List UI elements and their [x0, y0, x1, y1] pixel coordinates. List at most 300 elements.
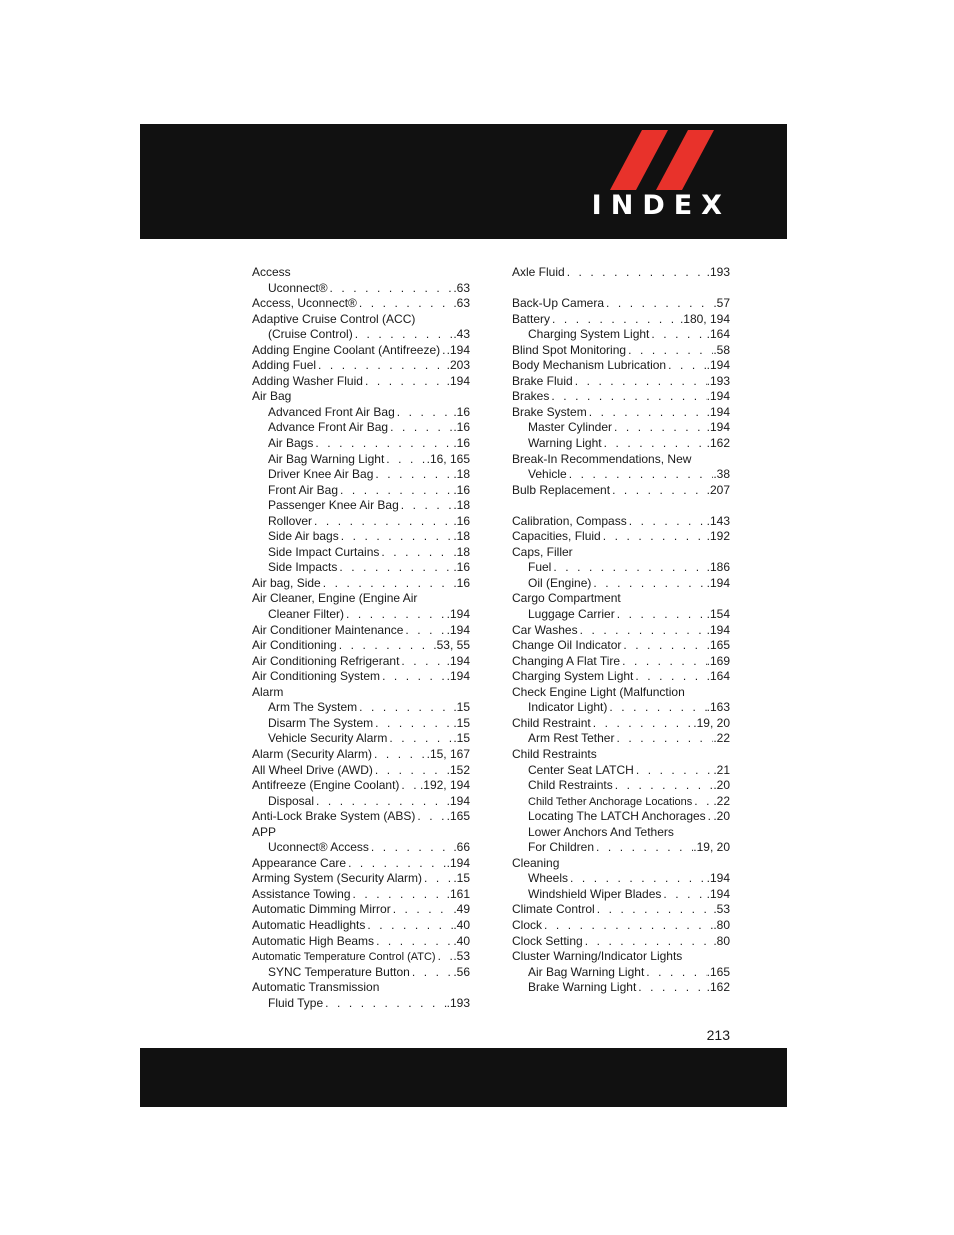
dot-leader: [626, 343, 713, 359]
entry-term: Air Conditioning Refrigerant: [252, 653, 400, 668]
index-entry: [512, 747, 730, 763]
entry-page-ref: .143: [706, 513, 730, 528]
entry-term: Brake Fluid: [512, 373, 573, 388]
index-entry: [252, 949, 470, 965]
index-column-left: [252, 265, 470, 1011]
dot-leader: [615, 607, 707, 623]
dot-leader: [706, 809, 714, 825]
dot-leader: [610, 483, 707, 499]
entry-page-ref: .53: [713, 902, 730, 917]
entry-term: Antifreeze (Engine Coolant): [252, 778, 400, 793]
entry-term: Back-Up Camera: [512, 296, 605, 311]
index-subentry: [252, 498, 470, 514]
index-subentry: [252, 405, 470, 421]
entry-term: Brake System: [512, 404, 587, 419]
entry-term: Child Restraint: [512, 715, 591, 730]
index-entry: [512, 483, 730, 499]
dot-leader: [620, 654, 707, 670]
index-entry: [512, 343, 730, 359]
dot-leader: [372, 747, 427, 763]
index-entry: [252, 763, 470, 779]
entry-term: Side Air bags: [268, 529, 339, 544]
dot-leader: [373, 716, 453, 732]
entry-term: Adding Engine Coolant (Antifreeze): [252, 342, 441, 357]
index-entry: [252, 825, 470, 841]
dot-leader: [391, 902, 454, 918]
entry-page-ref: .194: [706, 886, 730, 901]
entry-page-ref: .165: [706, 964, 730, 979]
dot-leader: [551, 560, 706, 576]
entry-page-ref: .80: [713, 933, 730, 948]
index-entry: [512, 389, 730, 405]
index-entry: [512, 638, 730, 654]
index-entry: [252, 980, 470, 996]
entry-term: Arming System (Security Alarm): [252, 871, 423, 886]
entry-page-ref: .194: [446, 793, 470, 808]
entry-page-ref: .192: [706, 529, 730, 544]
entry-term: Front Air Bag: [268, 482, 339, 497]
dot-leader: [565, 265, 707, 281]
entry-term: (Cruise Control): [268, 327, 353, 342]
entry-term: Arm Rest Tether: [528, 731, 615, 746]
dot-leader: [344, 607, 447, 623]
index-subentry: [252, 731, 470, 747]
dot-leader: [578, 623, 707, 639]
dot-leader: [633, 669, 706, 685]
dot-leader: [591, 576, 706, 592]
index-subentry: [512, 763, 730, 779]
index-entry: [252, 902, 470, 918]
entry-term: Automatic Transmission: [252, 980, 380, 995]
entry-page-ref: .169: [706, 653, 730, 668]
entry-page-ref: .16, 165: [426, 451, 470, 466]
entry-page-ref: .80: [713, 917, 730, 932]
entry-page-ref: .19, 20: [693, 840, 730, 855]
index-subentry: [252, 700, 470, 716]
dot-leader: [337, 560, 453, 576]
index-entry: [512, 623, 730, 639]
entry-page-ref: .49: [453, 902, 470, 917]
entry-term: Bulb Replacement: [512, 482, 611, 497]
index-entry: [512, 312, 730, 328]
index-entry: [512, 934, 730, 950]
index-entry: [252, 918, 470, 934]
index-subentry: [252, 452, 470, 468]
entry-page-ref: .63: [453, 280, 470, 295]
header-bar: [140, 124, 787, 239]
dot-leader: [353, 327, 454, 343]
entry-page-ref: .164: [706, 327, 730, 342]
dot-leader: [634, 763, 713, 779]
entry-page-ref: .203: [446, 358, 470, 373]
entry-term: Side Impacts: [268, 560, 338, 575]
entry-term: Wheels: [528, 871, 569, 886]
index-subentry: [512, 778, 730, 794]
entry-term: Air Bag Warning Light: [528, 964, 645, 979]
entry-term: Warning Light: [528, 436, 602, 451]
entry-page-ref: .16: [453, 482, 470, 497]
entry-term: Automatic Temperature Control (ATC): [252, 951, 436, 964]
dot-leader: [649, 327, 706, 343]
entry-page-ref: .163: [706, 700, 730, 715]
index-subentry: [512, 420, 730, 436]
index-subentry: [252, 840, 470, 856]
entry-term: Access: [252, 265, 291, 279]
entry-term: Battery: [512, 311, 551, 326]
index-subentry: [512, 467, 730, 483]
dot-leader: [351, 887, 447, 903]
dot-leader: [583, 934, 714, 950]
index-subentry: [512, 327, 730, 343]
entry-page-ref: .21: [713, 762, 730, 777]
index-entry: [252, 343, 470, 359]
entry-term: Arm The System: [268, 700, 358, 715]
entry-term: Center Seat LATCH: [528, 762, 634, 777]
entry-page-ref: .40: [453, 917, 470, 932]
index-subentry: [252, 327, 470, 343]
entry-page-ref: .194: [706, 622, 730, 637]
dot-leader: [607, 700, 706, 716]
entry-page-ref: .162: [706, 436, 730, 451]
index-subentry: [252, 560, 470, 576]
entry-page-ref: .194: [446, 622, 470, 637]
entry-term: Air Bag Warning Light: [268, 451, 385, 466]
index-entry: [512, 669, 730, 685]
index-entry: [512, 856, 730, 872]
entry-page-ref: .194: [706, 871, 730, 886]
entry-term: Cargo Compartment: [512, 591, 621, 606]
entry-page-ref: .165: [446, 809, 470, 824]
entry-term: Body Mechanism Lubrication: [512, 358, 667, 373]
index-subentry: [512, 871, 730, 887]
entry-term: Break-In Recommendations, New: [512, 451, 692, 466]
red-stripes-logo: [610, 130, 730, 190]
entry-page-ref: .165: [706, 638, 730, 653]
dot-leader: [436, 949, 454, 965]
index-entry: [252, 934, 470, 950]
entry-term: Calibration, Compass: [512, 513, 627, 528]
dot-leader: [636, 980, 706, 996]
entry-term: Blind Spot Monitoring: [512, 342, 627, 357]
entry-term: Air bag, Side: [252, 575, 321, 590]
dot-leader: [313, 436, 453, 452]
index-subentry: [512, 576, 730, 592]
entry-page-ref: .194: [446, 653, 470, 668]
index-entry: [252, 638, 470, 654]
entry-term: Fluid Type: [268, 995, 324, 1010]
entry-page-ref: .18: [453, 544, 470, 559]
dot-leader: [369, 840, 453, 856]
entry-page-ref: .161: [446, 886, 470, 901]
entry-term: Air Bag: [252, 389, 292, 404]
index-subentry: [512, 700, 730, 716]
dot-leader: [380, 669, 447, 685]
index-subentry: [512, 607, 730, 623]
index-entry: [252, 669, 470, 685]
index-subentry: [512, 825, 730, 841]
index-entry: [252, 856, 470, 872]
dot-leader: [357, 296, 453, 312]
index-entry: [252, 312, 470, 328]
entry-page-ref: .53: [453, 949, 470, 964]
entry-page-ref: .15: [453, 700, 470, 715]
index-subentry: [512, 731, 730, 747]
entry-page-ref: .16: [453, 420, 470, 435]
entry-term: Adding Fuel: [252, 358, 317, 373]
dot-leader: [692, 794, 713, 810]
dot-leader: [357, 700, 453, 716]
entry-term: Adding Washer Fluid: [252, 373, 363, 388]
entry-term: SYNC Temperature Button: [268, 964, 410, 979]
entry-page-ref: .15, 167: [426, 746, 470, 761]
entry-page-ref: .194: [706, 404, 730, 419]
entry-term: Charging System Light: [528, 327, 650, 342]
index-entry: [252, 623, 470, 639]
entry-term: Indicator Light): [528, 700, 608, 715]
entry-term: Car Washes: [512, 622, 578, 637]
entry-term: Oil (Engine): [528, 575, 592, 590]
index-entry: [512, 265, 730, 281]
index-subentry: [252, 514, 470, 530]
dot-leader: [549, 389, 706, 405]
index-column-right: [512, 265, 730, 996]
dot-leader: [323, 996, 446, 1012]
dot-leader: [573, 374, 707, 390]
entry-term: Automatic Dimming Mirror: [252, 902, 391, 917]
entry-page-ref: .18: [453, 529, 470, 544]
entry-term: Capacities, Fluid: [512, 529, 601, 544]
entry-page-ref: .20: [713, 809, 730, 824]
dot-leader: [365, 918, 453, 934]
dot-leader: [338, 483, 453, 499]
entry-term: Assistance Towing: [252, 886, 351, 901]
index-subentry: [512, 887, 730, 903]
index-subentry: [512, 560, 730, 576]
entry-term: Adaptive Cruise Control (ACC): [252, 311, 416, 326]
footer-bar: [140, 1048, 787, 1107]
dot-leader: [328, 281, 454, 297]
dot-leader: [399, 778, 420, 794]
dot-leader: [595, 902, 714, 918]
entry-term: Air Bags: [268, 436, 314, 451]
index-subentry: [252, 794, 470, 810]
dot-leader: [602, 436, 707, 452]
dot-leader: [613, 778, 714, 794]
entry-term: Windshield Wiper Blades: [528, 886, 662, 901]
dot-leader: [316, 358, 447, 374]
dot-leader: [384, 452, 426, 468]
entry-term: Alarm (Security Alarm): [252, 746, 373, 761]
entry-page-ref: .186: [706, 560, 730, 575]
entry-term: Uconnect®: [268, 280, 328, 295]
index-entry: [512, 529, 730, 545]
entry-term: Brakes: [512, 389, 550, 404]
index-entry: [252, 654, 470, 670]
entry-term: APP: [252, 824, 277, 839]
entry-term: Automatic High Beams: [252, 933, 375, 948]
page-title: INDEX: [591, 190, 731, 221]
index-entry: [512, 358, 730, 374]
entry-page-ref: .194: [706, 389, 730, 404]
index-entry: [252, 887, 470, 903]
index-subentry: [252, 420, 470, 436]
index-subentry: [252, 965, 470, 981]
entry-page-ref: .193: [706, 265, 730, 279]
entry-term: Air Conditioning System: [252, 669, 381, 684]
dot-leader: [612, 420, 707, 436]
entry-term: Climate Control: [512, 902, 595, 917]
dot-leader: [399, 498, 454, 514]
entry-page-ref: .16: [453, 560, 470, 575]
entry-term: Clock: [512, 917, 543, 932]
dot-leader: [387, 731, 453, 747]
entry-term: Driver Knee Air Bag: [268, 467, 374, 482]
entry-page-ref: .15: [453, 715, 470, 730]
dot-leader: [415, 809, 446, 825]
entry-page-ref: .194: [706, 420, 730, 435]
dot-leader: [542, 918, 713, 934]
dot-leader: [587, 405, 707, 421]
entry-term: Air Cleaner, Engine (Engine Air: [252, 591, 418, 606]
dot-leader: [614, 731, 713, 747]
dot-leader: [567, 467, 714, 483]
entry-term: Child Restraints: [528, 778, 613, 793]
entry-page-ref: .194: [446, 669, 470, 684]
entry-term: Automatic Headlights: [252, 917, 366, 932]
index-entry: [252, 685, 470, 701]
entry-term: Anti-Lock Brake System (ABS): [252, 809, 416, 824]
entry-page-ref: .22: [713, 731, 730, 746]
index-subentry: [252, 467, 470, 483]
index-subentry: [512, 965, 730, 981]
entry-term: Appearance Care: [252, 855, 347, 870]
entry-page-ref: .194: [446, 342, 470, 357]
dot-leader: [363, 374, 447, 390]
index-entry: [512, 902, 730, 918]
index-subentry: [252, 483, 470, 499]
entry-page-ref: .22: [713, 793, 730, 808]
entry-page-ref: .193: [446, 995, 470, 1010]
entry-page-ref: .56: [453, 964, 470, 979]
entry-page-ref: .162: [706, 980, 730, 995]
index-subentry: [252, 281, 470, 297]
entry-term: Advanced Front Air Bag: [268, 404, 395, 419]
entry-page-ref: .19, 20: [693, 715, 730, 730]
dot-leader: [373, 467, 453, 483]
index-subentry: [512, 980, 730, 996]
dot-leader: [403, 623, 446, 639]
entry-term: Locating The LATCH Anchorages: [528, 809, 706, 824]
entry-term: Rollover: [268, 513, 313, 528]
index-entry: [512, 405, 730, 421]
entry-page-ref: .180, 194: [679, 311, 730, 326]
entry-page-ref: .63: [453, 296, 470, 311]
index-subentry: [252, 716, 470, 732]
index-entry: [512, 591, 730, 607]
entry-term: Change Oil Indicator: [512, 638, 622, 653]
entry-term: Changing A Flat Tire: [512, 653, 621, 668]
entry-term: Air Conditioning: [252, 638, 337, 653]
entry-page-ref: .18: [453, 498, 470, 513]
index-entry: [512, 452, 730, 468]
dot-leader: [627, 514, 707, 530]
entry-term: Alarm: [252, 684, 284, 699]
index-subentry: [252, 436, 470, 452]
entry-term: Uconnect® Access: [268, 840, 369, 855]
dot-leader: [379, 545, 453, 561]
index-entry: [512, 918, 730, 934]
dot-leader: [314, 794, 447, 810]
dot-leader: [621, 638, 706, 654]
dot-leader: [321, 576, 454, 592]
index-entry: [512, 654, 730, 670]
entry-page-ref: .194: [706, 575, 730, 590]
entry-page-ref: .40: [453, 933, 470, 948]
entry-term: Vehicle: [528, 467, 567, 482]
index-subentry: [512, 436, 730, 452]
entry-page-ref: .152: [446, 762, 470, 777]
entry-page-ref: .194: [446, 607, 470, 622]
dot-leader: [337, 638, 434, 654]
entry-term: Disarm The System: [268, 715, 374, 730]
index-entry: [512, 296, 730, 312]
entry-term: Advance Front Air Bag: [268, 420, 389, 435]
entry-page-ref: .16: [453, 436, 470, 451]
entry-term: All Wheel Drive (AWD): [252, 762, 373, 777]
entry-term: Check Engine Light (Malfunction: [512, 684, 685, 699]
entry-page-ref: .154: [706, 607, 730, 622]
entry-page-ref: .53, 55: [433, 638, 470, 653]
entry-page-ref: .38: [713, 467, 730, 482]
entry-term: Master Cylinder: [528, 420, 613, 435]
index-subentry: [252, 996, 470, 1012]
dot-leader: [666, 358, 707, 374]
index-entry: [252, 389, 470, 405]
entry-page-ref: .207: [706, 482, 730, 497]
entry-term: Cleaning: [512, 855, 560, 870]
entry-page-ref: .66: [453, 840, 470, 855]
index-entry: [252, 265, 470, 281]
entry-term: Brake Warning Light: [528, 980, 637, 995]
index-subentry: [512, 794, 730, 810]
entry-term: Caps, Filler: [512, 544, 573, 559]
dot-leader: [312, 514, 453, 530]
dot-leader: [601, 529, 707, 545]
entry-term: Cluster Warning/Indicator Lights: [512, 949, 683, 964]
entry-page-ref: .194: [706, 358, 730, 373]
index-entry: [512, 685, 730, 701]
index-entry: [252, 374, 470, 390]
dot-leader: [395, 405, 454, 421]
entry-page-ref: .15: [453, 731, 470, 746]
entry-term: Disposal: [268, 793, 315, 808]
entry-term: Access, Uconnect®: [252, 296, 357, 311]
index-entry: [252, 778, 470, 794]
index-entry: [252, 747, 470, 763]
entry-page-ref: .192, 194: [419, 778, 470, 793]
entry-term: Axle Fluid: [512, 265, 565, 279]
index-entry: [512, 545, 730, 561]
entry-spacer: [512, 498, 730, 514]
dot-leader: [644, 965, 706, 981]
index-entry: [252, 871, 470, 887]
entry-term: Vehicle Security Alarm: [268, 731, 388, 746]
entry-term: Air Conditioner Maintenance: [252, 622, 404, 637]
dot-leader: [422, 871, 453, 887]
dot-leader: [661, 887, 706, 903]
index-entry: [512, 514, 730, 530]
index-subentry: [512, 840, 730, 856]
